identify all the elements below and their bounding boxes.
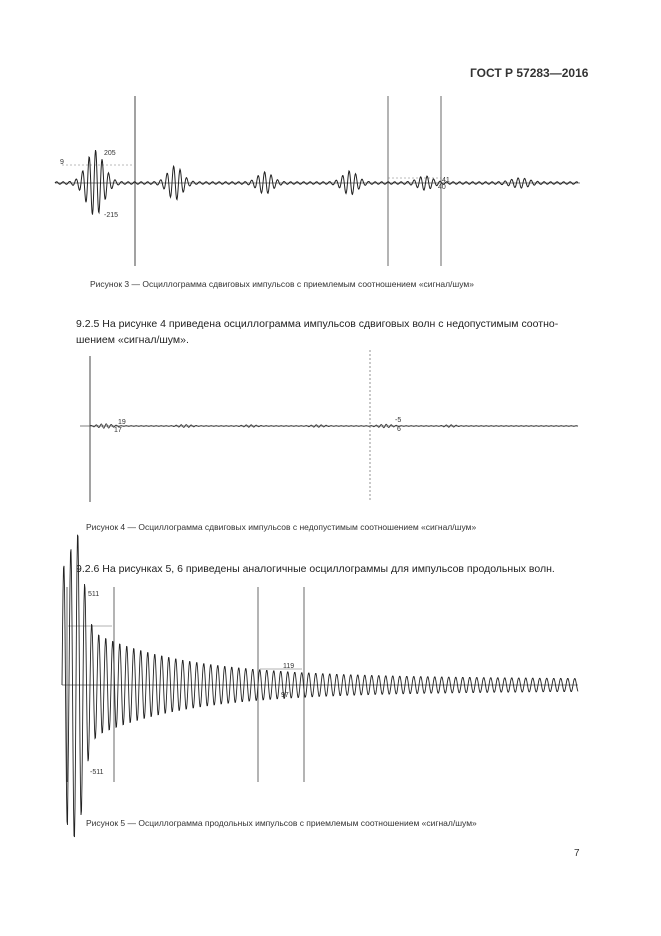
fig3-bottom-label: -215 <box>104 212 119 219</box>
figure-4-caption: Рисунок 4 — Осциллограмма сдвиговых импульсов с недопустимым соотношением «сигнал/шум» <box>86 522 477 532</box>
fig3-left-mark: 9 <box>60 159 64 166</box>
fig4-left-top-label: 19 <box>118 419 126 426</box>
figure-5-caption: Рисунок 5 — Осциллограмма продольных импульсов с приемлемым соотношением «сигнал/шум» <box>86 818 477 828</box>
fig3-right-bottom-label: 40 <box>438 184 446 191</box>
document-header: ГОСТ Р 57283—2016 <box>470 66 589 80</box>
fig5-right-bottom-label: 97 <box>281 692 289 699</box>
figure-5-plot <box>62 535 578 837</box>
fig5-top-label: 511 <box>88 591 100 598</box>
fig4-right-bottom-label: 6 <box>397 426 401 433</box>
fig5-bottom-label: -511 <box>90 769 104 776</box>
fig4-right-top-label: -5 <box>395 417 402 424</box>
fig4-left-bottom-label: 17 <box>114 427 122 434</box>
paragraph-9-2-5: 9.2.5 На рисунке 4 приведена осциллограмма импульсов сдвиговых волн с недопустимым соотно-шением «сигнал/шум». <box>76 318 559 346</box>
page-number: 7 <box>574 848 580 859</box>
fig3-top-label: 205 <box>104 150 116 157</box>
fig5-right-top-label: 119 <box>283 663 295 670</box>
fig3-right-top-label: 41 <box>442 177 450 184</box>
paragraph-9-2-6: 9.2.6 На рисунках 5, 6 приведены аналогичные осциллограммы для импульсов продольных волн. <box>76 563 555 575</box>
figure-3-caption: Рисунок 3 — Осциллограмма сдвиговых импульсов с приемлемым соотношением «сигнал/шум» <box>90 279 474 289</box>
